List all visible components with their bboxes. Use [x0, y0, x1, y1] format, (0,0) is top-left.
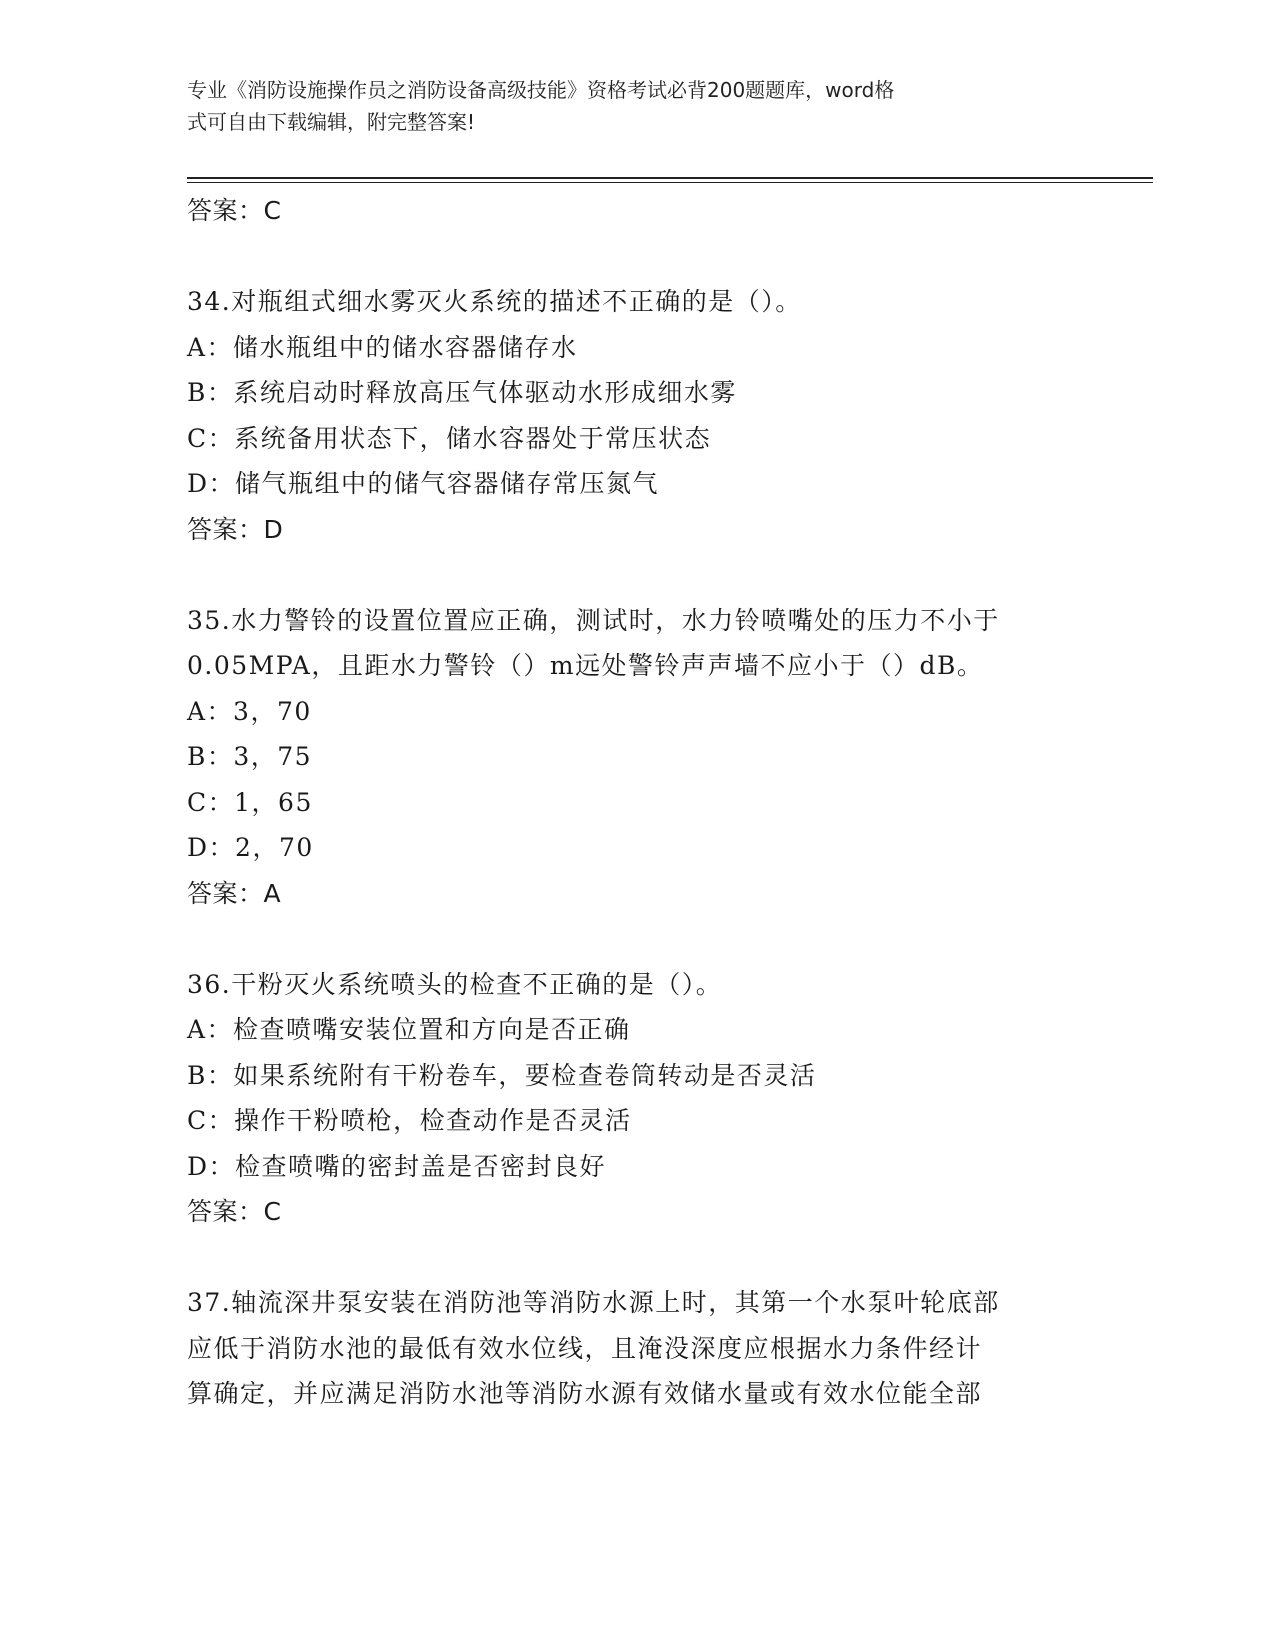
option-c: C：操作干粉喷枪，检查动作是否灵活 [187, 1106, 632, 1135]
option-c: C：系统备用状态下，储水容器处于常压状态 [187, 423, 712, 453]
header-line-2: 式可自由下载编辑，附完整答案! [187, 110, 476, 134]
question-34 [187, 279, 1087, 552]
spacer [187, 916, 1087, 962]
previous-answer: 答案：C [187, 196, 282, 225]
header-line-1: 专业《消防设施操作员之消防设备高级技能》资格考试必背200题题库，word格 [187, 78, 895, 102]
option-a: A：检查喷嘴安装位置和方向是否正确 [187, 1015, 631, 1044]
question-text: 37.轴流深井泵安装在消防池等消防水源上时，其第一个水泵叶轮底部 [187, 1288, 1000, 1317]
option-a: A：3，70 [187, 696, 312, 726]
answer: 答案：D [187, 514, 284, 544]
answer: 答案：C [187, 1197, 282, 1226]
spacer [187, 234, 1087, 280]
option-b: B：3，75 [187, 742, 313, 771]
header-rule-thin [187, 182, 1153, 183]
header-rule-thick [187, 177, 1153, 179]
question-text: 0.05MPA，且距水力警铃（）m远处警铃声声墙不应小于（）dB。 [187, 651, 984, 680]
question-text: 35.水力警铃的设置位置应正确，测试时，水力铃喷嘴处的压力不小于 [187, 605, 1000, 635]
option-d: D：检查喷嘴的密封盖是否密封良好 [187, 1151, 607, 1181]
question-36 [187, 962, 1087, 1235]
question-text: 34.对瓶组式细水雾灭火系统的描述不正确的是（）。 [187, 287, 802, 316]
option-b: B：如果系统附有干粉卷车，要检查卷筒转动是否灵活 [187, 1060, 817, 1090]
question-list [187, 188, 1087, 1417]
option-c: C：1，65 [187, 787, 313, 817]
option-a: A：储水瓶组中的储水容器储存水 [187, 332, 578, 362]
question-35 [187, 598, 1087, 917]
page-header [187, 74, 1067, 138]
question-37 [187, 1280, 1087, 1417]
question-text: 应低于消防水池的最低有效水位线，且淹没深度应根据水力条件经计 [187, 1333, 983, 1363]
question-text: 算确定，并应满足消防水池等消防水源有效储水量或有效水位能全部 [187, 1379, 983, 1408]
option-d: D：储气瓶组中的储气容器储存常压氮气 [187, 469, 660, 498]
question-text: 36.干粉灭火系统喷头的检查不正确的是（）。 [187, 969, 723, 999]
option-b: B：系统启动时释放高压气体驱动水形成细水雾 [187, 378, 737, 407]
option-d: D：2，70 [187, 833, 314, 862]
spacer [187, 1235, 1087, 1281]
answer: 答案：A [187, 878, 282, 908]
spacer [187, 552, 1087, 598]
